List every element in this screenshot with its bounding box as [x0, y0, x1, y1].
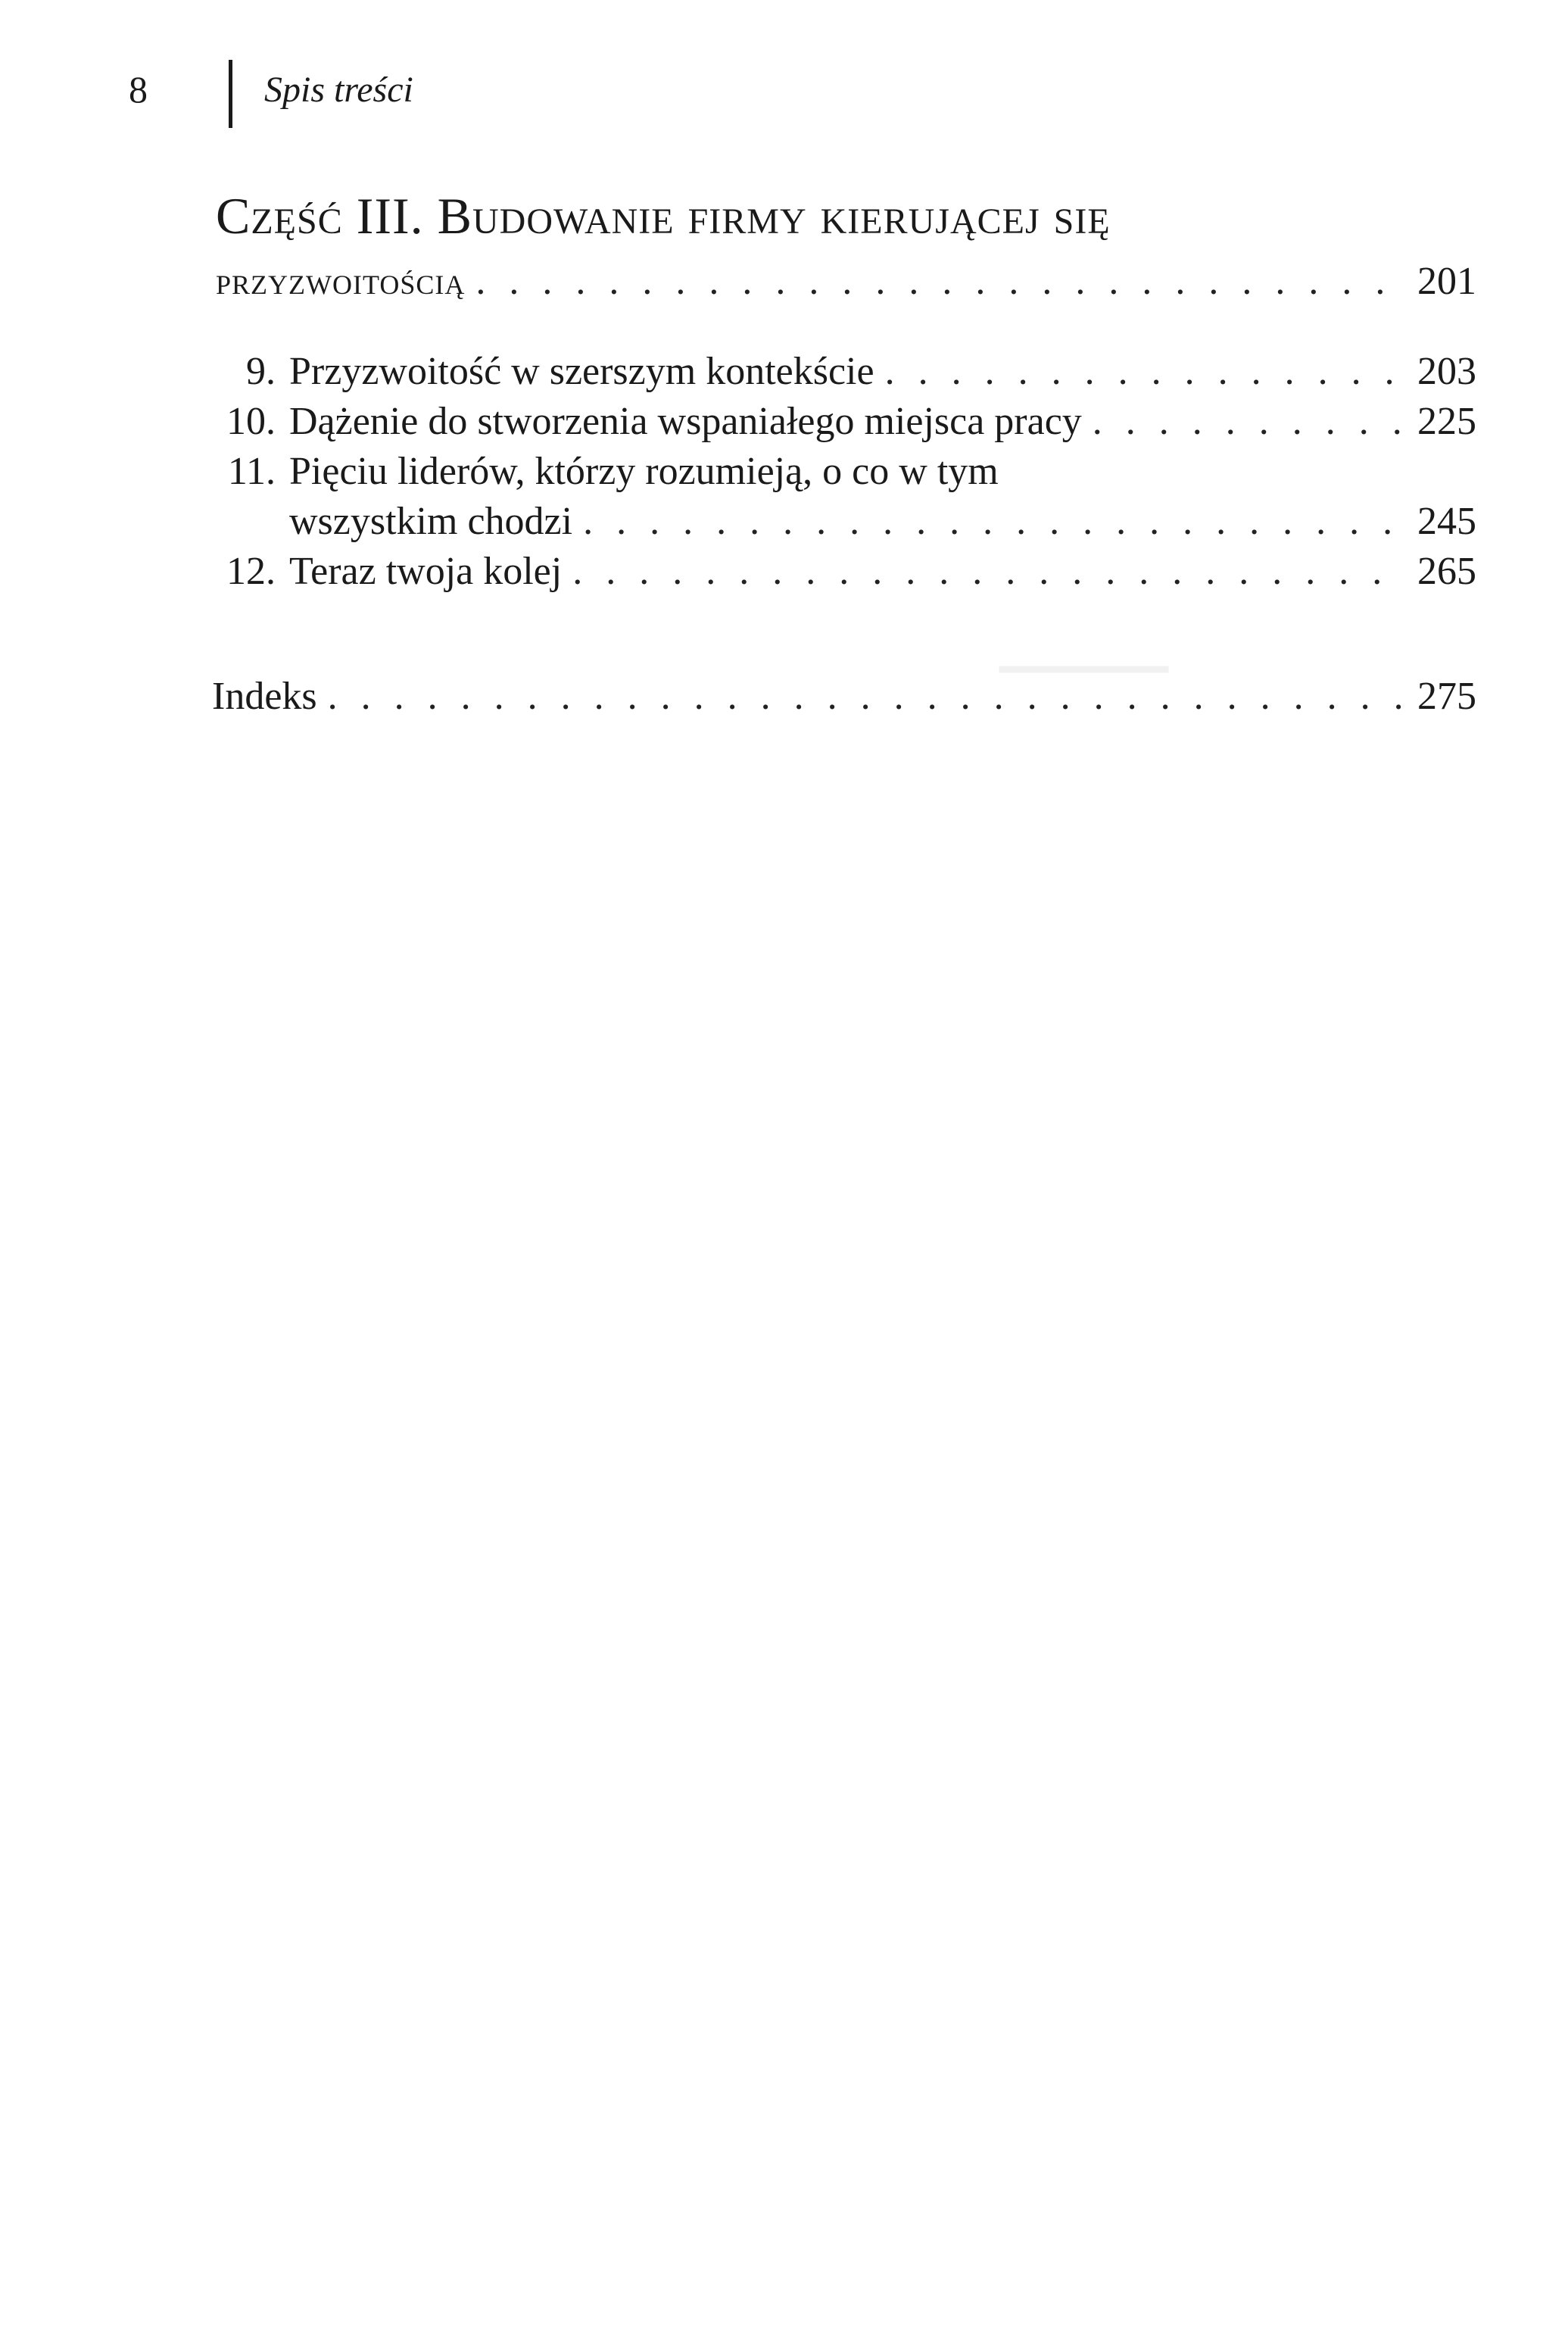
chapter-number: 11. [227, 450, 276, 493]
chapter-page: 203 [1417, 350, 1476, 393]
index-label: Indeks [212, 675, 317, 718]
chapter-number: 12. [226, 550, 276, 593]
dot-leader [475, 251, 1407, 312]
chapter-entry [198, 447, 1476, 547]
bleed-through-mark: ▁▁▁▁▁ [999, 622, 1169, 672]
running-title: Spis treści [264, 69, 413, 110]
chapter-page: 225 [1417, 400, 1476, 443]
chapter-title-cont: wszystkim chodzi [289, 500, 573, 543]
chapter-page: 265 [1417, 550, 1476, 593]
chapter-entry [198, 347, 1476, 397]
chapter-entry [198, 397, 1476, 447]
part-title: Część III. Budowanie firmy kierującej się [216, 187, 1111, 245]
part-title-cont: przyzwoitością [216, 260, 466, 303]
header-rule [229, 60, 232, 128]
dot-leader [885, 347, 1407, 397]
page-number: 8 [129, 68, 148, 111]
chapter-title: Pięciu liderów, którzy rozumieją, o co w tym [289, 450, 999, 493]
index-page: 275 [1417, 675, 1476, 718]
chapter-entry [198, 547, 1476, 597]
part-page: 201 [1417, 260, 1476, 303]
chapter-number: 10. [226, 400, 276, 443]
dot-leader [583, 497, 1407, 547]
chapter-title: Dążenie do stworzenia wspaniałego miejsca pracy [289, 400, 1082, 443]
chapter-title: Przyzwoitość w szerszym kontekście [289, 350, 874, 393]
running-header [129, 59, 413, 120]
dot-leader [1093, 397, 1407, 447]
chapter-page: 245 [1417, 500, 1476, 543]
dot-leader [572, 547, 1407, 597]
dot-leader [328, 670, 1407, 723]
index-entry [212, 670, 1476, 723]
chapter-list [198, 347, 1476, 597]
part-title-line [216, 251, 1476, 312]
chapter-number: 9. [246, 350, 276, 393]
chapter-title: Teraz twoja kolej [289, 550, 563, 593]
part-heading [216, 182, 1476, 312]
